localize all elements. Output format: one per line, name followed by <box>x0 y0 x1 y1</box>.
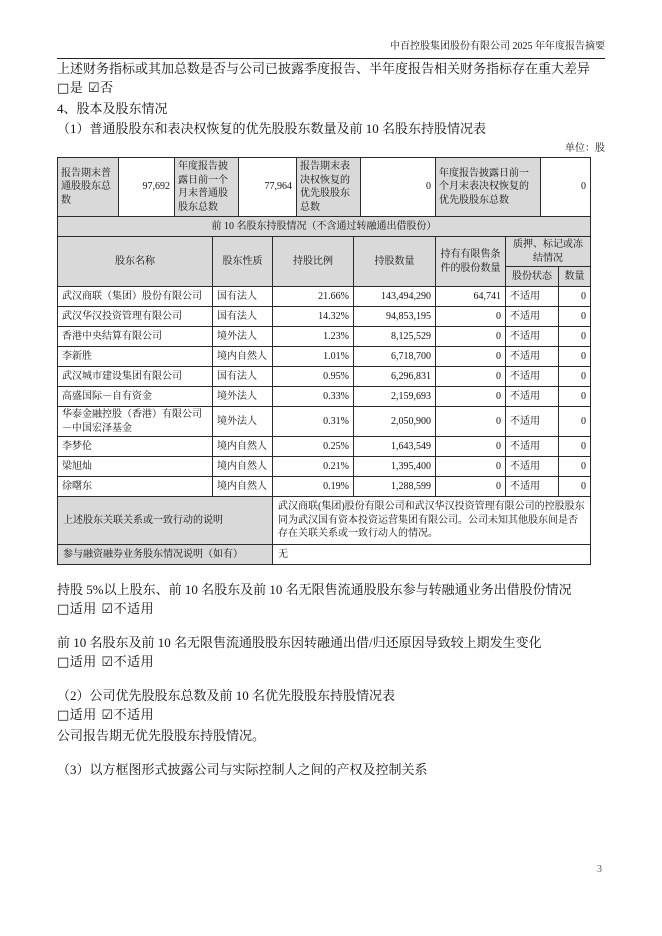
shareholder-row <box>58 327 591 347</box>
col-header-pledge-status: 股份状态 <box>506 267 559 287</box>
shareholder-row <box>58 307 591 327</box>
shareholder-row <box>58 477 591 497</box>
subsection-3-heading: （3）以方框图形式披露公司与实际控制人之间的产权及控制关系 <box>57 762 428 777</box>
cell-ratio: 0.19% <box>273 477 354 497</box>
cell-nature: 境内自然人 <box>213 457 273 477</box>
table-banner: 前 10 名股东持股情况（不含通过转融通出借股份） <box>58 217 591 237</box>
cell-restricted: 0 <box>436 437 506 457</box>
cell-pledge-qty: 0 <box>559 457 591 477</box>
cell-nature: 境内自然人 <box>213 437 273 457</box>
cell-pledge-status: 不适用 <box>506 327 559 347</box>
unit-label: 单位：股 <box>565 143 605 154</box>
cell-shares: 94,853,195 <box>354 307 436 327</box>
col-header-ratio: 持股比例 <box>273 237 354 287</box>
cell-ratio: 0.31% <box>273 407 354 437</box>
cell-pledge-qty: 0 <box>559 347 591 367</box>
cell-pledge-status: 不适用 <box>506 347 559 367</box>
cell-ratio: 0.21% <box>273 457 354 477</box>
cell-pledge-status: 不适用 <box>506 387 559 407</box>
preferred-shares-note: 公司报告期无优先股股东持股情况。 <box>57 728 266 743</box>
cell-pledge-qty: 0 <box>559 387 591 407</box>
cell-pledge-qty: 0 <box>559 477 591 497</box>
note-label-cell: 参与融资融券业务股东情况说明（如有） <box>58 544 273 565</box>
cell-name: 华泰金融控股（香港）有限公司－中国宏泽基金 <box>58 407 213 437</box>
cell-name: 武汉华汉投资管理有限公司 <box>58 307 213 327</box>
cell-shares: 143,494,290 <box>354 287 436 307</box>
cell-pledge-status: 不适用 <box>506 437 559 457</box>
preferred-shares-checkboxes: □适用 ☑不适用 <box>57 708 155 723</box>
cell-shares: 2,159,693 <box>354 387 436 407</box>
col-header-restricted: 持有有限售条件的股份数量 <box>436 237 506 287</box>
cell-nature: 国有法人 <box>213 287 273 307</box>
cell-restricted: 0 <box>436 387 506 407</box>
cell-restricted: 0 <box>436 477 506 497</box>
cell-nature: 境内自然人 <box>213 477 273 497</box>
cell-shares: 6,296,831 <box>354 367 436 387</box>
shareholder-row <box>58 407 591 437</box>
count-label-cell: 年度报告披露日前一个月末表决权恢复的优先股股东总数 <box>436 158 541 217</box>
cell-ratio: 0.95% <box>273 367 354 387</box>
shareholder-row <box>58 457 591 477</box>
shareholder-row <box>58 437 591 457</box>
cell-shares: 1,643,549 <box>354 437 436 457</box>
top10-shareholders-table <box>57 216 591 565</box>
cell-nature: 国有法人 <box>213 307 273 327</box>
shareholder-count-table <box>57 157 591 217</box>
col-header-pledge-group: 质押、标记或冻结情况 <box>506 237 591 267</box>
cell-nature: 境外法人 <box>213 407 273 437</box>
refinancing-lending-line: 持股 5%以上股东、前 10 名股东及前 10 名无限售流通股股东参与转融通业务出借股份情况 <box>57 582 572 597</box>
col-header-pledge-qty: 数量 <box>559 267 591 287</box>
count-label-cell: 年度报告披露日前一个月末普通股股东总数 <box>175 158 239 217</box>
cell-pledge-status: 不适用 <box>506 287 559 307</box>
shareholder-row <box>58 287 591 307</box>
note-label-cell: 上述股东关联关系或一致行动的说明 <box>58 497 273 545</box>
refinancing-change-line: 前 10 名股东及前 10 名无限售流通股股东因转融通出借/归还原因导致较上期发生变化 <box>57 635 542 650</box>
relationship-note-row <box>58 497 591 545</box>
col-header-name: 股东名称 <box>58 237 213 287</box>
cell-ratio: 0.33% <box>273 387 354 407</box>
cell-nature: 境内自然人 <box>213 347 273 367</box>
cell-name: 李梦伦 <box>58 437 213 457</box>
cell-restricted: 0 <box>436 407 506 437</box>
cell-pledge-status: 不适用 <box>506 457 559 477</box>
shareholder-row <box>58 367 591 387</box>
cell-pledge-status: 不适用 <box>506 407 559 437</box>
cell-shares: 8,125,529 <box>354 327 436 347</box>
note-text-cell: 无 <box>273 544 591 565</box>
cell-ratio: 1.23% <box>273 327 354 347</box>
cell-restricted: 0 <box>436 327 506 347</box>
cell-name: 徐曙东 <box>58 477 213 497</box>
cell-restricted: 0 <box>436 347 506 367</box>
cell-ratio: 21.66% <box>273 287 354 307</box>
cell-name: 李新胜 <box>58 347 213 367</box>
cell-shares: 1,395,400 <box>354 457 436 477</box>
section-4-heading: 4、股本及股东情况 <box>57 101 168 116</box>
refinancing-change-checkboxes: □适用 ☑不适用 <box>57 655 155 670</box>
cell-pledge-status: 不适用 <box>506 477 559 497</box>
cell-restricted: 0 <box>436 457 506 477</box>
cell-pledge-qty: 0 <box>559 367 591 387</box>
cell-shares: 2,050,900 <box>354 407 436 437</box>
count-label-cell: 报告期末普通股股东总数 <box>58 158 119 217</box>
cell-name: 武汉商联（集团）股份有限公司 <box>58 287 213 307</box>
col-header-nature: 股东性质 <box>213 237 273 287</box>
materiality-question: 上述财务指标或其加总数是否与公司已披露季度报告、半年度报告相关财务指标存在重大差异 <box>57 61 591 76</box>
page-header <box>57 0 605 59</box>
refinancing-lending-checkboxes: □适用 ☑不适用 <box>57 602 155 617</box>
subsection-1-heading: （1）普通股股东和表决权恢复的优先股股东数量及前 10 名股东持股情况表 <box>57 121 487 136</box>
count-value-cell: 0 <box>541 158 591 217</box>
cell-nature: 国有法人 <box>213 367 273 387</box>
count-value-cell: 97,692 <box>119 158 175 217</box>
cell-ratio: 0.25% <box>273 437 354 457</box>
cell-pledge-status: 不适用 <box>506 307 559 327</box>
margin-trading-note-row <box>58 544 591 565</box>
shareholder-count-row <box>58 158 591 217</box>
yes-no-checkboxes: □是 ☑否 <box>57 81 114 96</box>
cell-shares: 6,718,700 <box>354 347 436 367</box>
count-value-cell: 77,964 <box>239 158 297 217</box>
count-label-cell: 报告期末表决权恢复的优先股股东总数 <box>297 158 361 217</box>
cell-pledge-qty: 0 <box>559 437 591 457</box>
cell-name: 高盛国际－自有资金 <box>58 387 213 407</box>
cell-pledge-qty: 0 <box>559 307 591 327</box>
shareholder-row <box>58 387 591 407</box>
cell-ratio: 1.01% <box>273 347 354 367</box>
cell-pledge-status: 不适用 <box>506 367 559 387</box>
cell-pledge-qty: 0 <box>559 407 591 437</box>
shareholder-row <box>58 347 591 367</box>
note-text-cell: 武汉商联(集团)股份有限公司和武汉华汉投资管理有限公司的控股股东同为武汉国有资本投资运营集团有限公司。公司未知其他股东间是否存在关联关系或一致行动人的情况。 <box>273 497 591 545</box>
cell-pledge-qty: 0 <box>559 327 591 347</box>
count-value-cell: 0 <box>361 158 436 217</box>
col-header-shares: 持股数量 <box>354 237 436 287</box>
cell-shares: 1,288,599 <box>354 477 436 497</box>
cell-nature: 境外法人 <box>213 327 273 347</box>
cell-restricted: 0 <box>436 307 506 327</box>
table-banner-row <box>58 217 591 237</box>
cell-restricted: 0 <box>436 367 506 387</box>
cell-pledge-qty: 0 <box>559 287 591 307</box>
cell-nature: 境外法人 <box>213 387 273 407</box>
page-content <box>57 0 605 780</box>
subsection-2-heading: （2）公司优先股股东总数及前 10 名优先股股东持股情况表 <box>57 688 396 703</box>
page-number: 3 <box>597 864 602 875</box>
report-title: 中百控股集团股份有限公司 2025 年年度报告摘要 <box>390 41 605 52</box>
cell-restricted: 64,741 <box>436 287 506 307</box>
cell-ratio: 14.32% <box>273 307 354 327</box>
table-header-row <box>58 237 591 267</box>
cell-name: 武汉城市建设集团有限公司 <box>58 367 213 387</box>
cell-name: 香港中央结算有限公司 <box>58 327 213 347</box>
cell-name: 梁旭灿 <box>58 457 213 477</box>
